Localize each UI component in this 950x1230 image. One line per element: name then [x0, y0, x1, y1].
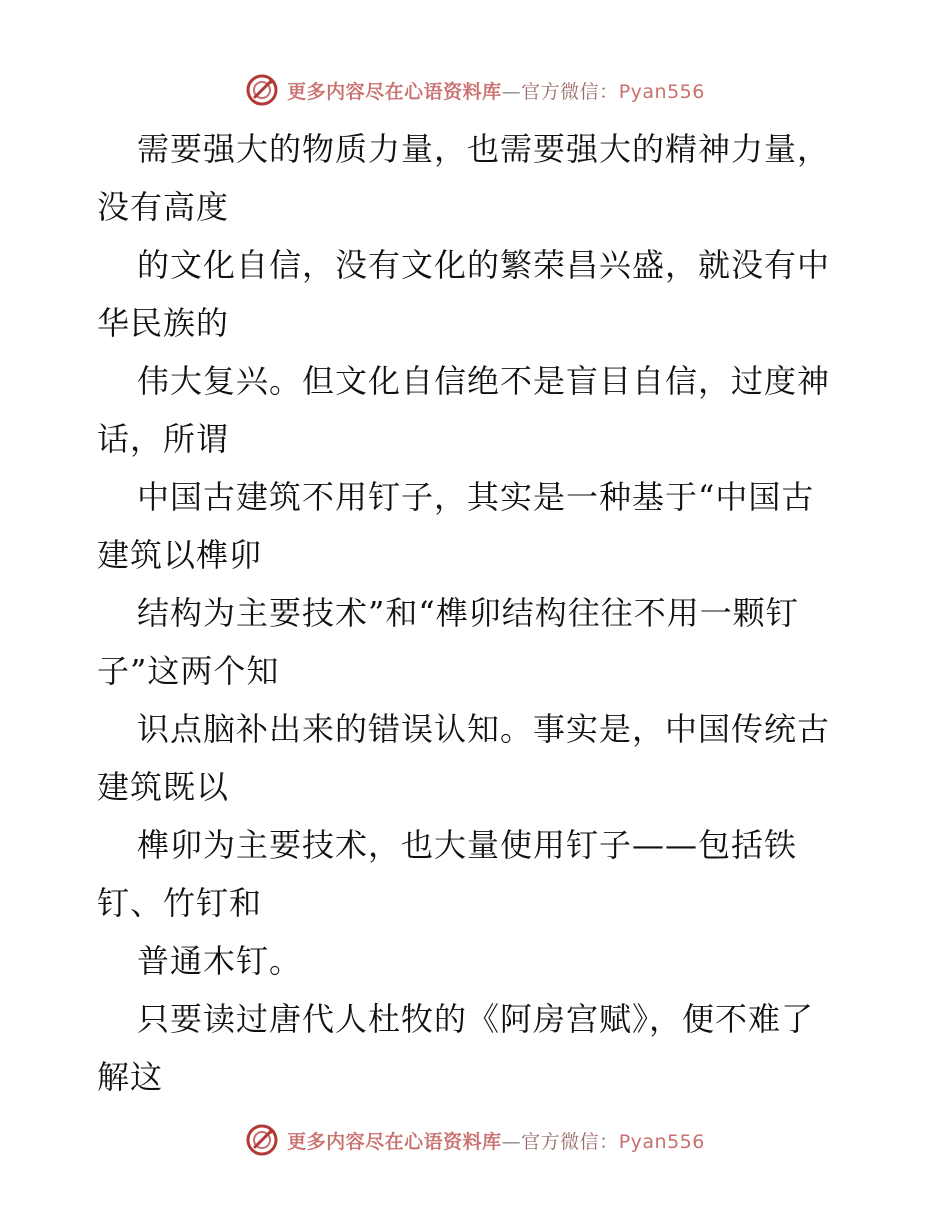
body-line: 建筑以榫卯 — [97, 536, 263, 574]
body-line: 话，所谓 — [97, 420, 230, 458]
body-line: 建筑既以 — [97, 768, 230, 806]
body-line: 只要读过唐代人杜牧的《阿房宫赋》，便不难了 — [137, 1000, 815, 1038]
body-line: 没有高度 — [97, 188, 230, 226]
header-wechat-id: Pyan556 — [618, 80, 705, 103]
footer-banner — [0, 1118, 950, 1162]
brand-logo-icon — [245, 73, 279, 107]
footer-wechat-label: 官方微信： — [521, 1130, 619, 1153]
header-banner — [0, 68, 950, 112]
body-line: 识点脑补出来的错误认知。事实是，中国传统古 — [137, 710, 831, 748]
header-separator: — — [501, 80, 522, 103]
body-line: 结构为主要技术”和“榫卯结构往往不用一颗钉 — [137, 594, 799, 632]
footer-brand-text: 更多内容尽在心语资料库 — [287, 1130, 502, 1153]
header-brand-text: 更多内容尽在心语资料库 — [287, 80, 502, 103]
body-line: 中国古建筑不用钉子，其实是一种基于“中国古 — [137, 478, 815, 516]
brand-logo-icon — [245, 1123, 279, 1157]
body-line: 子”这两个知 — [97, 652, 280, 690]
footer-banner-text — [287, 1127, 705, 1154]
body-line: 解这 — [97, 1058, 164, 1096]
body-line: 的文化自信，没有文化的繁荣昌兴盛，就没有中 — [137, 246, 831, 284]
body-line: 普通木钉。 — [137, 942, 303, 980]
header-wechat-label: 官方微信： — [521, 80, 619, 103]
footer-wechat-id: Pyan556 — [618, 1130, 705, 1153]
body-line: 伟大复兴。但文化自信绝不是盲目自信，过度神 — [137, 362, 831, 400]
header-banner-text — [287, 77, 705, 104]
footer-separator: — — [501, 1130, 522, 1153]
body-line: 钉、竹钉和 — [97, 884, 263, 922]
body-line: 榫卯为主要技术，也大量使用钉子——包括铁 — [137, 826, 798, 864]
body-line: 需要强大的物质力量，也需要强大的精神力量， — [137, 130, 831, 168]
document-body — [97, 120, 857, 1106]
body-line: 华民族的 — [97, 304, 230, 342]
